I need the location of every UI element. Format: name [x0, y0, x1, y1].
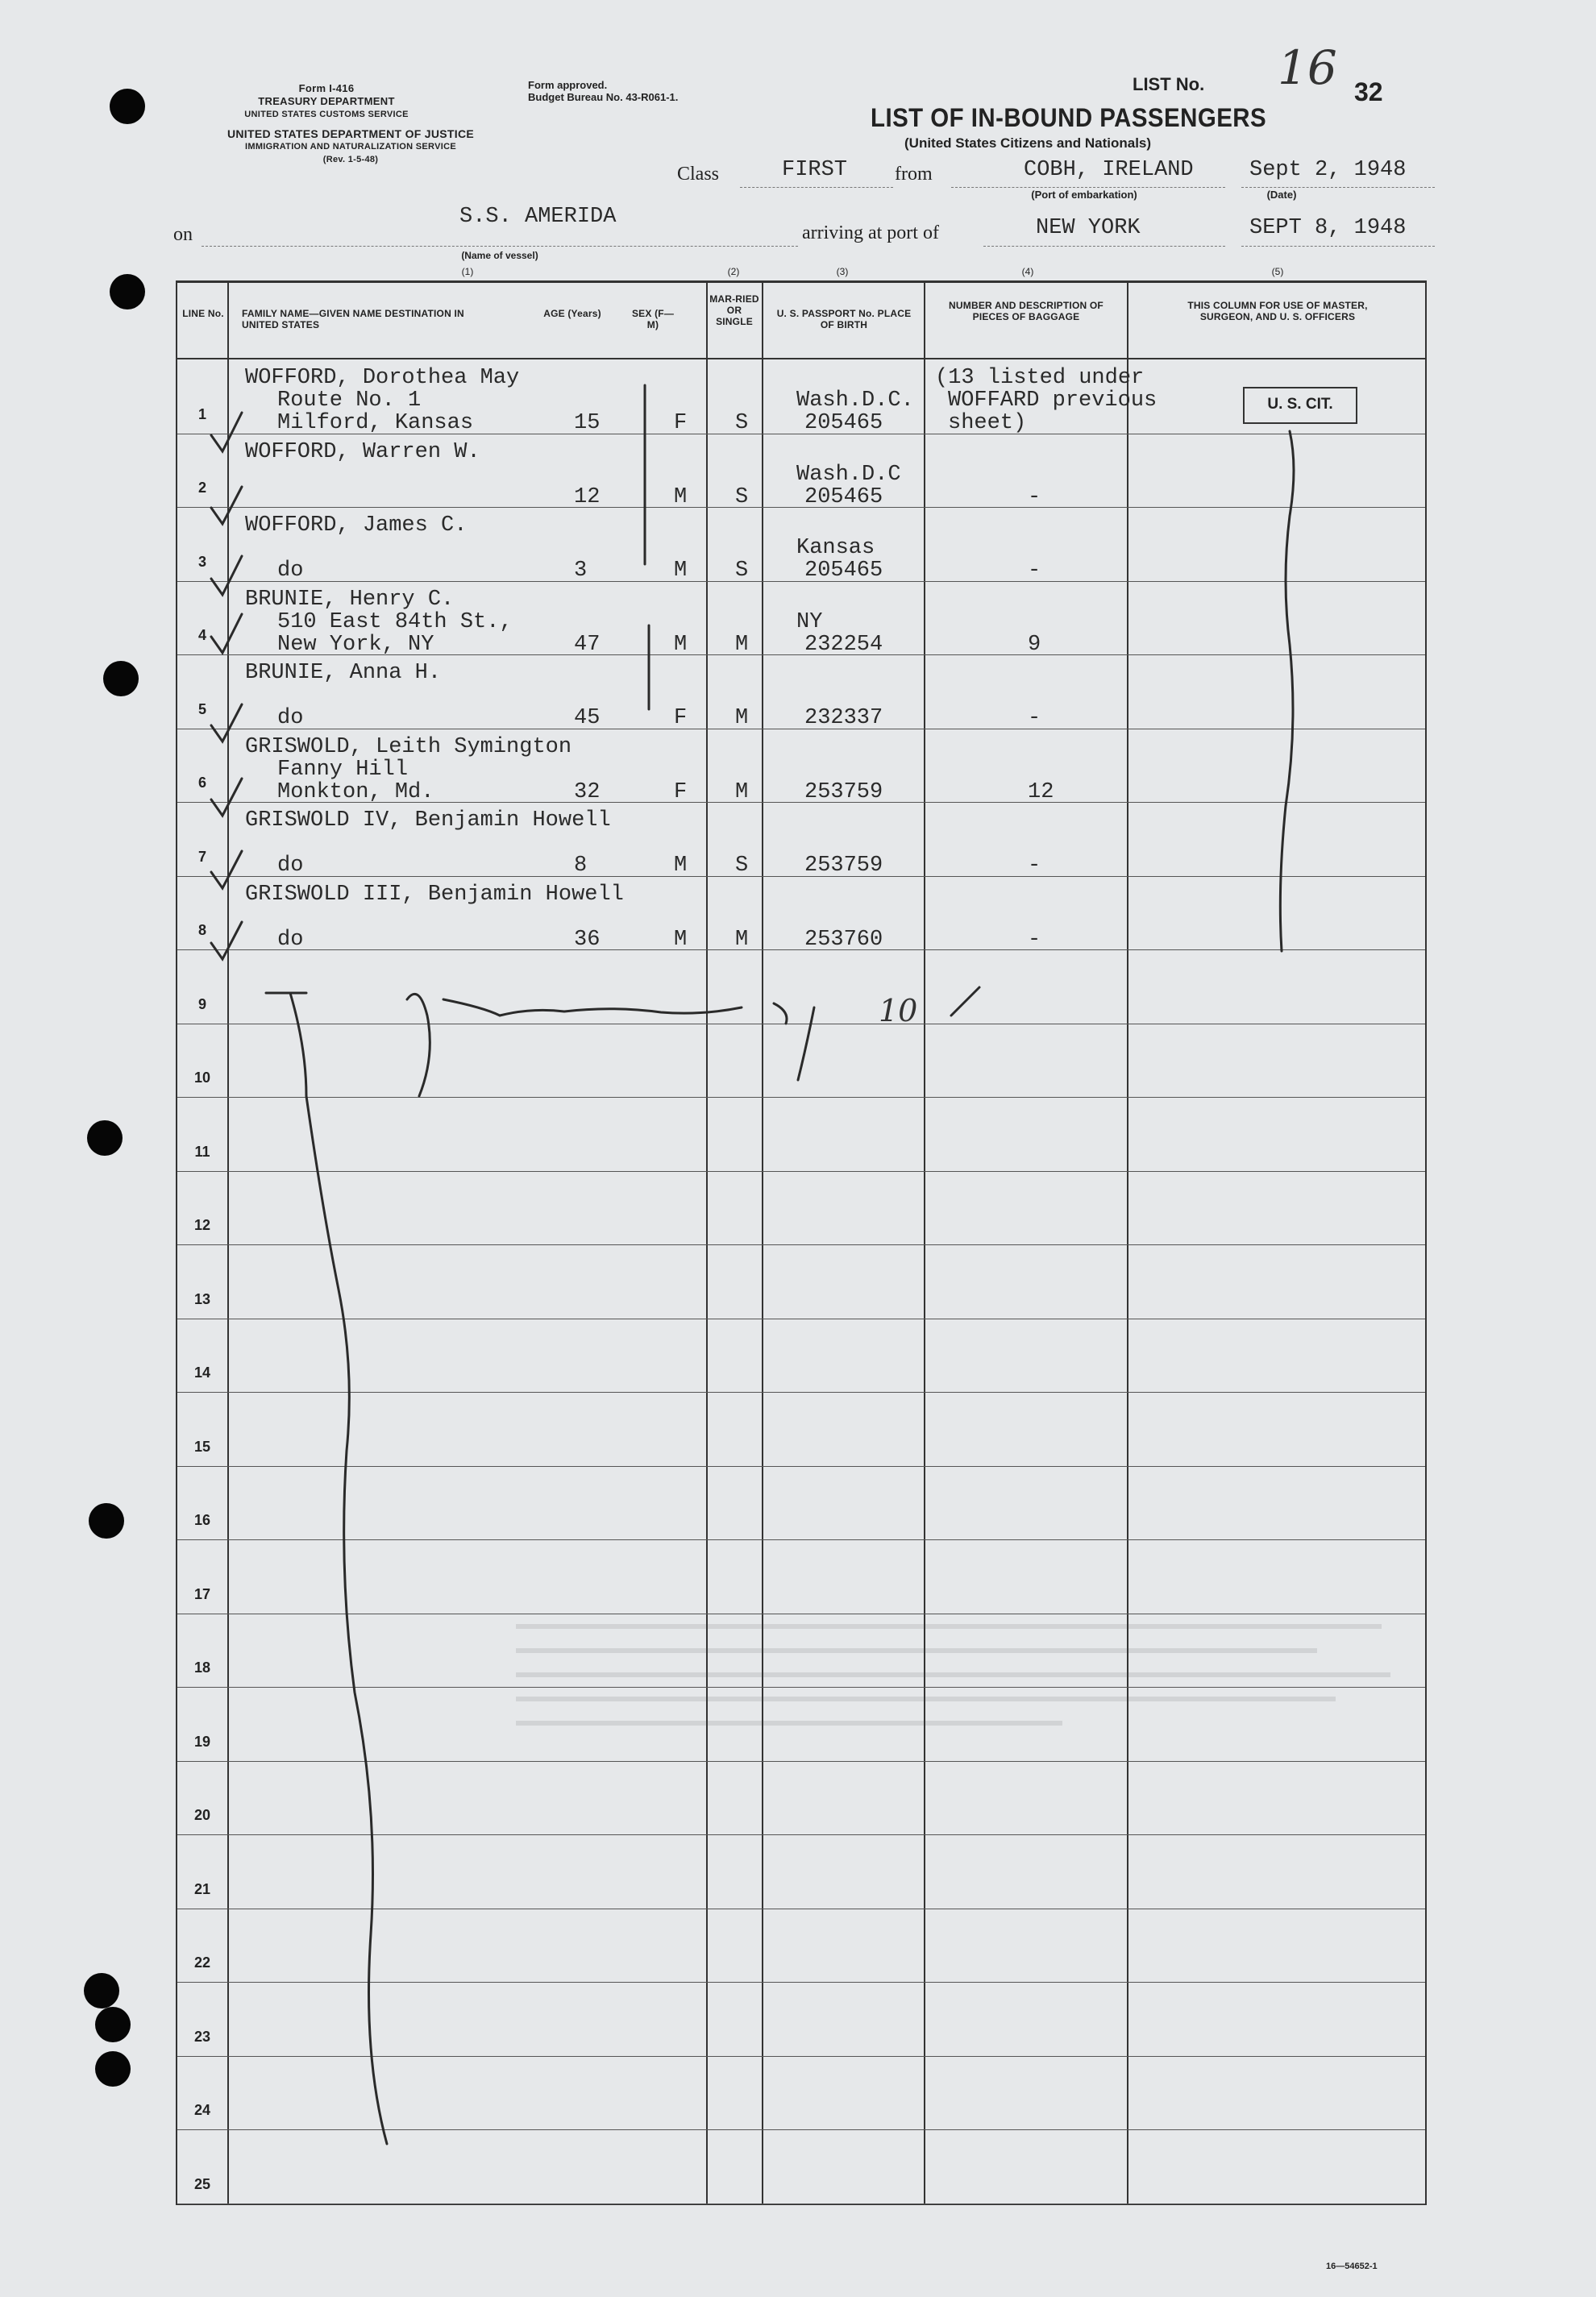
line-number: 20 [193, 1807, 211, 1823]
col-header-officers: THIS COLUMN FOR USE OF MASTER, SURGEON, AND U. S. OFFICERS [1187, 300, 1368, 322]
baggage-line2: 12 [1028, 780, 1054, 804]
row-divider [177, 507, 1425, 508]
list-no-handwritten: 16 [1278, 40, 1337, 95]
passport-place: Wash.D.C [796, 463, 901, 487]
passport-number: 205465 [804, 411, 883, 435]
baggage-line2: - [1028, 928, 1041, 952]
arrival-port: NEW YORK [1036, 216, 1141, 240]
justice-dept: UNITED STATES DEPARTMENT OF JUSTICE [227, 127, 475, 140]
passenger-age: 15 [574, 411, 601, 435]
form-number: Form I-416 [298, 82, 355, 94]
passenger-destination: do [277, 559, 304, 583]
line-number: 12 [193, 1217, 211, 1233]
approved-line2: Budget Bureau No. 43-R061-1. [528, 91, 679, 103]
from-label: from [895, 164, 933, 185]
line-number: 21 [193, 1881, 211, 1897]
col-header-line: LINE No. [182, 308, 224, 319]
passenger-name: GRISWOLD, Leith Symington [245, 735, 572, 759]
row-divider [177, 1244, 1425, 1245]
table-right-border [1425, 280, 1427, 2205]
col-divider [924, 280, 925, 2205]
line-number: 23 [193, 2029, 211, 2045]
punch-hole [87, 1120, 123, 1156]
treasury-dept: TREASURY DEPARTMENT [258, 95, 395, 107]
passenger-sex: M [674, 928, 688, 952]
passenger-age: 3 [574, 559, 588, 583]
col-number: (3) [836, 266, 849, 277]
line-number: 15 [193, 1439, 211, 1455]
passport-number: 232254 [804, 633, 883, 657]
passport-place: Kansas [796, 536, 875, 560]
line-number: 25 [193, 2176, 211, 2192]
passport-number: 232337 [804, 706, 883, 730]
passenger-name: BRUNIE, Henry C. [245, 588, 455, 612]
list-no [1133, 74, 1204, 95]
col-header-sex: SEX (F—M) [631, 308, 675, 330]
passenger-sex: F [674, 706, 688, 730]
vessel-caption: (Name of vessel) [461, 250, 538, 261]
arriving-label: arriving at port of [802, 222, 939, 243]
line-number: 7 [197, 849, 206, 865]
date-caption: (Date) [1266, 189, 1297, 201]
baggage-line3: sheet) [948, 411, 1027, 435]
row-divider [177, 2056, 1425, 2057]
col-number: (5) [1271, 266, 1284, 277]
col-header-age: AGE (Years) [543, 308, 601, 319]
baggage-line2: WOFFARD previous [948, 388, 1158, 413]
passenger-marital: S [735, 411, 749, 435]
passenger-age: 12 [574, 485, 601, 509]
punch-hole [110, 89, 145, 124]
col-divider [706, 280, 708, 2205]
passport-number: 205465 [804, 485, 883, 509]
punch-hole [95, 2051, 131, 2087]
depart-date: Sept 2, 1948 [1249, 158, 1407, 182]
handwritten-note: 10 [879, 993, 918, 1028]
row-divider [177, 1171, 1425, 1172]
punch-hole [103, 661, 139, 696]
ins-service: IMMIGRATION AND NATURALIZATION SERVICE [245, 142, 456, 152]
col-divider [227, 280, 229, 2205]
passport-number: 253759 [804, 780, 883, 804]
table-top-border [176, 280, 1427, 283]
list-no-typed: 32 [1354, 77, 1383, 106]
row-divider [177, 1834, 1425, 1835]
passenger-destination: do [277, 928, 304, 952]
line-number: 13 [193, 1291, 211, 1307]
col-header-name: FAMILY NAME—GIVEN NAME DESTINATION IN UNITED STATES [242, 308, 464, 330]
passenger-destination: do [277, 706, 304, 730]
baggage-line2: - [1028, 706, 1041, 730]
list-no-label: LIST No. [1133, 74, 1205, 94]
passenger-marital: S [735, 854, 749, 878]
line-number: 10 [193, 1070, 211, 1086]
row-divider [177, 1392, 1425, 1393]
us-citizen-stamp: U. S. CIT. [1243, 387, 1357, 424]
baggage-line2: - [1028, 854, 1041, 878]
line-number: 3 [197, 554, 206, 570]
punch-hole [89, 1503, 124, 1539]
passenger-age: 8 [574, 854, 588, 878]
passenger-name: GRISWOLD III, Benjamin Howell [245, 883, 624, 907]
page-title: LIST OF IN-BOUND PASSENGERS [871, 103, 1267, 132]
col-number: (2) [727, 266, 740, 277]
passenger-address: Fanny Hill [277, 758, 409, 782]
passenger-sex: M [674, 854, 688, 878]
col-number: (1) [461, 266, 474, 277]
passport-number: 253759 [804, 854, 883, 878]
class-value: FIRST [782, 158, 848, 182]
justice-header-block [161, 127, 540, 166]
passenger-sex: M [674, 485, 688, 509]
line-number: 18 [193, 1659, 211, 1676]
port-caption: (Port of embarkation) [1031, 189, 1137, 201]
row-divider [177, 1982, 1425, 1983]
row-divider [177, 581, 1425, 582]
revision: (Rev. 1-5-48) [322, 155, 379, 164]
passenger-name: WOFFORD, James C. [245, 513, 468, 538]
line-number: 4 [197, 627, 206, 643]
form-header-block [234, 82, 419, 121]
vessel-name: S.S. AMERIDA [459, 205, 617, 229]
passenger-name: BRUNIE, Anna H. [245, 661, 442, 685]
passenger-marital: M [735, 706, 749, 730]
passport-number: 205465 [804, 559, 883, 583]
punch-hole [84, 1973, 119, 2008]
baggage-line1: (13 listed under [935, 366, 1145, 390]
passport-number: 253760 [804, 928, 883, 952]
line-number: 1 [197, 406, 206, 422]
line-number: 16 [193, 1512, 211, 1528]
passenger-marital: S [735, 485, 749, 509]
passenger-address: Route No. 1 [277, 388, 422, 413]
row-divider [177, 949, 1425, 950]
line-number: 6 [197, 775, 206, 791]
passport-place: NY [796, 610, 823, 634]
passenger-name: WOFFORD, Warren W. [245, 440, 480, 464]
from-value: COBH, IRELAND [1024, 158, 1194, 182]
passenger-age: 47 [574, 633, 601, 657]
line-number: 9 [197, 996, 206, 1012]
passenger-sex: F [674, 780, 688, 804]
baggage-line2: - [1028, 559, 1041, 583]
approved-line1: Form approved. [528, 79, 608, 91]
col-header-married: MAR-RIED OR SINGLE [709, 293, 759, 327]
customs-service: UNITED STATES CUSTOMS SERVICE [244, 110, 409, 119]
line-number: 2 [197, 480, 206, 496]
passenger-sex: M [674, 559, 688, 583]
passenger-sex: M [674, 633, 688, 657]
line-number: 22 [193, 1954, 211, 1971]
bleed-through-text [516, 1616, 1427, 1809]
line-number: 24 [193, 2102, 211, 2118]
passenger-sex: F [674, 411, 688, 435]
line-number: 19 [193, 1734, 211, 1750]
form-approved-note [528, 79, 678, 103]
passenger-marital: M [735, 928, 749, 952]
footer-code: 16—54652-1 [1326, 2262, 1378, 2271]
row-divider [177, 1539, 1425, 1540]
passenger-age: 32 [574, 780, 601, 804]
passenger-age: 36 [574, 928, 601, 952]
col-header-baggage: NUMBER AND DESCRIPTION OF PIECES OF BAGGAGE [949, 300, 1103, 322]
baggage-line2: - [1028, 485, 1041, 509]
passenger-marital: M [735, 780, 749, 804]
baggage-line2: 9 [1028, 633, 1041, 657]
passenger-destination: Milford, Kansas [277, 411, 474, 435]
row-divider [177, 2129, 1425, 2130]
passenger-marital: S [735, 559, 749, 583]
row-divider [177, 876, 1425, 877]
passenger-age: 45 [574, 706, 601, 730]
line-number: 5 [197, 701, 206, 717]
col-header-passport: U. S. PASSPORT No. PLACE OF BIRTH [776, 308, 912, 330]
col-divider [762, 280, 763, 2205]
row-divider [177, 1097, 1425, 1098]
passenger-name: GRISWOLD IV, Benjamin Howell [245, 808, 611, 833]
table-header-border [176, 358, 1427, 359]
line-number: 11 [194, 1144, 210, 1160]
class-label: Class [677, 164, 720, 185]
row-divider [177, 1466, 1425, 1467]
arrival-date: SEPT 8, 1948 [1249, 216, 1407, 240]
passenger-destination: do [277, 854, 304, 878]
passenger-destination: New York, NY [277, 633, 434, 657]
passenger-marital: M [735, 633, 749, 657]
punch-hole [95, 2007, 131, 2042]
line-number: 14 [193, 1364, 211, 1381]
passenger-destination: Monkton, Md. [277, 780, 434, 804]
page-subtitle: (United States Citizens and Nationals) [904, 135, 1152, 151]
passenger-address: 510 East 84th St., [277, 610, 513, 634]
on-label: on [173, 224, 193, 245]
punch-hole [110, 274, 145, 309]
col-number: (4) [1021, 266, 1034, 277]
passport-place: Wash.D.C. [796, 388, 914, 413]
line-number: 8 [197, 922, 206, 938]
col-divider [1127, 280, 1128, 2205]
line-number: 17 [193, 1586, 211, 1602]
passenger-name: WOFFORD, Dorothea May [245, 366, 520, 390]
